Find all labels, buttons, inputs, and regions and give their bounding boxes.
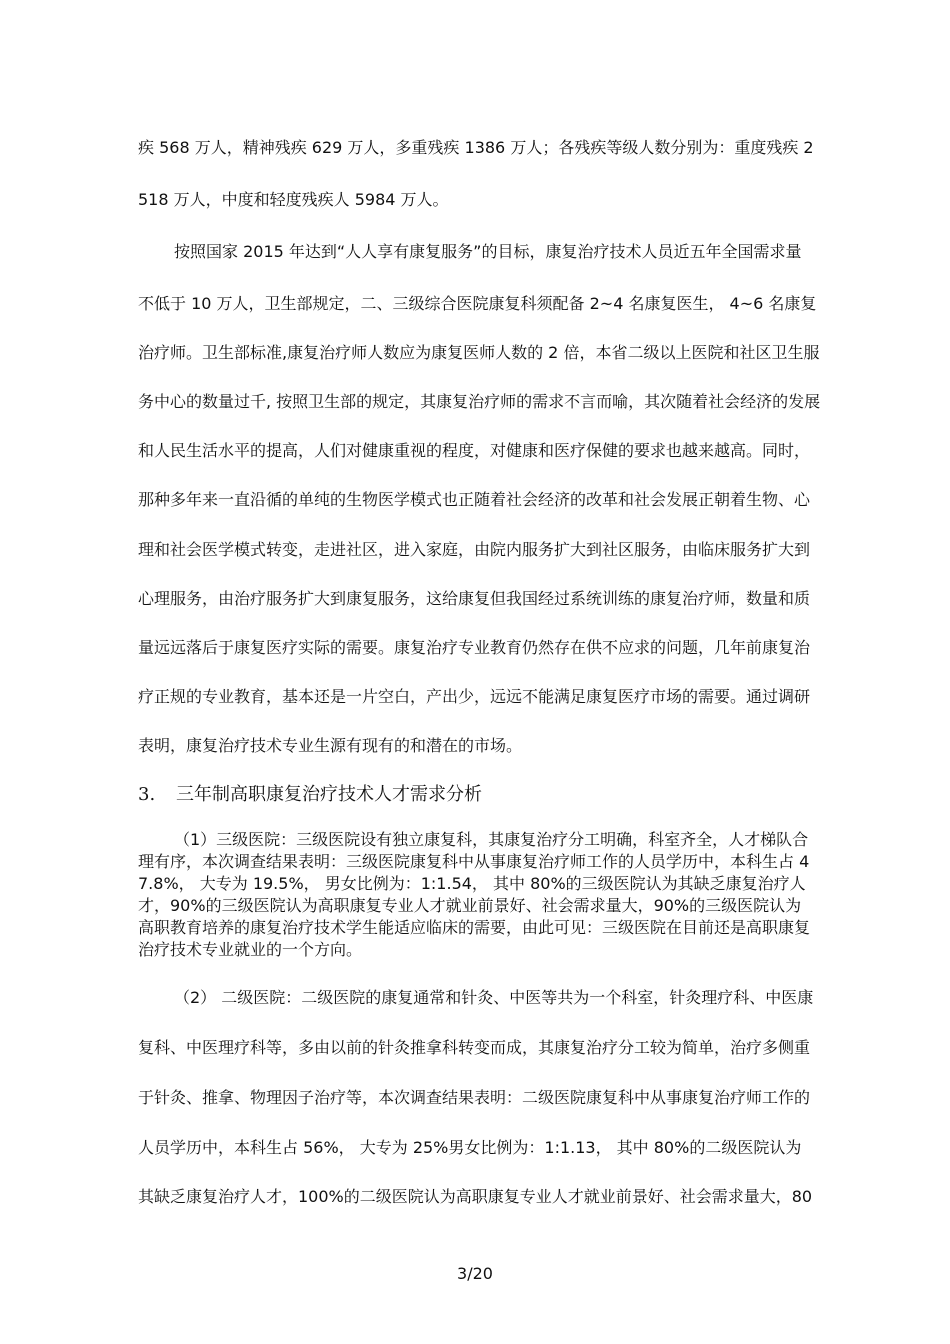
paragraph-4-line-5: 其缺乏康复治疗人才，100%的二级医院认为高职康复专业人才就业前景好、社会需求量大，80 bbox=[138, 1187, 813, 1206]
paragraph-2-line-4: 务中心的数量过千, 按照卫生部的规定，其康复治疗师的需求不言而喻，其次随着社会经济的发展 bbox=[138, 392, 821, 411]
paragraph-2-line-7: 理和社会医学模式转变，走进社区，进入家庭，由院内服务扩大到社区服务，由临床服务扩大到 bbox=[138, 540, 811, 559]
paragraph-2-line-2: 不低于 10 万人，卫生部规定，二、三级综合医院康复科须配备 2~4 名康复医生， 4~6 名康复 bbox=[138, 294, 817, 313]
paragraph-2-line-6: 那种多年来一直沿循的单纯的生物医学模式也正随着社会经济的改革和社会发展正朝着生物、心 bbox=[138, 490, 811, 509]
paragraph-4-line-4: 人员学历中，本科生占 56%， 大专为 25%男女比例为：1:1.13， 其中 80%的二级医院认为 bbox=[138, 1138, 802, 1157]
paragraph-1-line-1: 疾 568 万人，精神残疾 629 万人，多重残疾 1386 万人；各残疾等级人数分别为：重度残疾 2 bbox=[138, 138, 814, 157]
paragraph-3 bbox=[138, 829, 828, 961]
page-number: 3/20 bbox=[457, 1264, 493, 1283]
paragraph-1-line-2: 518 万人，中度和轻度残疾人 5984 万人。 bbox=[138, 190, 449, 209]
paragraph-2-line-5: 和人民生活水平的提高，人们对健康重视的程度，对健康和医疗保健的要求也越来越高。同时， bbox=[138, 441, 811, 460]
paragraph-3-line-3: 7.8%， 大专为 19.5%， 男女比例为：1:1.54， 其中 80%的三级医院认为其缺乏康复治疗人 bbox=[138, 874, 806, 893]
section-title: 三年制高职康复治疗技术人才需求分析 bbox=[176, 784, 482, 805]
paragraph-4-line-1: （2） 二级医院：二级医院的康复通常和针灸、中医等共为一个科室，针灸理疗科、中医康 bbox=[174, 988, 814, 1007]
paragraph-3-line-5: 高职教育培养的康复治疗技术学生能适应临床的需要，由此可见：三级医院在目前还是高职康复 bbox=[138, 918, 811, 937]
paragraph-4-line-2: 复科、中医理疗科等，多由以前的针灸推拿科转变而成，其康复治疗分工较为简单，治疗多侧重 bbox=[138, 1038, 811, 1057]
paragraph-3-line-6: 治疗技术专业就业的一个方向。 bbox=[138, 940, 363, 959]
paragraph-2-line-9: 量远远落后于康复医疗实际的需要。康复治疗专业教育仍然存在供不应求的问题，几年前康复治 bbox=[138, 638, 811, 657]
paragraph-2-line-10: 疗正规的专业教育，基本还是一片空白，产出少，远远不能满足康复医疗市场的需要。通过调研 bbox=[138, 687, 811, 706]
paragraph-2-line-8: 心理服务，由治疗服务扩大到康复服务，这给康复但我国经过系统训练的康复治疗师，数量和质 bbox=[138, 589, 811, 608]
section-heading bbox=[138, 780, 828, 806]
paragraph-2-line-1: 按照国家 2015 年达到“人人享有康复服务”的目标，康复治疗技术人员近五年全国需求量 bbox=[174, 242, 802, 261]
paragraph-3-line-4: 才，90%的三级医院认为高职康复专业人才就业前景好、社会需求量大，90%的三级医院认为 bbox=[138, 896, 802, 915]
paragraph-3-line-1: （1）三级医院：三级医院设有独立康复科，其康复治疗分工明确，科室齐全，人才梯队合 bbox=[174, 830, 809, 849]
paragraph-4-line-3: 于针灸、推拿、物理因子治疗等，本次调查结果表明：二级医院康复科中从事康复治疗师工作的 bbox=[138, 1088, 811, 1107]
paragraph-3-line-2: 理有序，本次调查结果表明：三级医院康复科中从事康复治疗师工作的人员学历中，本科生占 4 bbox=[138, 852, 810, 871]
paragraph-2-line-3: 治疗师。卫生部标准,康复治疗师人数应为康复医师人数的 2 倍，本省二级以上医院和社区卫生服 bbox=[138, 343, 820, 362]
paragraph-2-line-11: 表明，康复治疗技术专业生源有现有的和潜在的市场。 bbox=[138, 736, 523, 755]
section-number: 3. bbox=[138, 784, 156, 805]
